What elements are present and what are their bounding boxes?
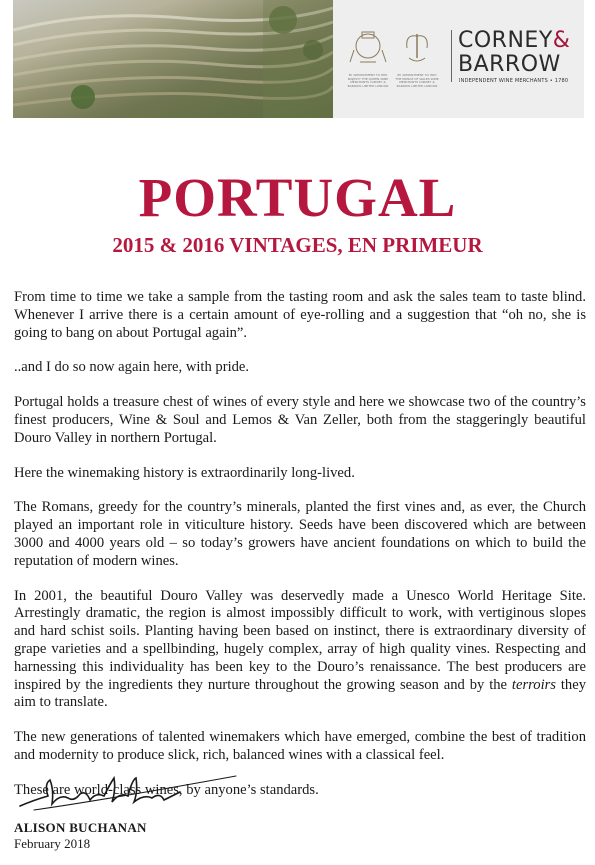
page-subtitle: 2015 & 2016 VINTAGES, EN PRIMEUR xyxy=(112,233,483,257)
paragraph-4: Here the winemaking history is extraordinarily long-lived. xyxy=(14,464,355,481)
letter-body xyxy=(14,289,586,817)
paragraph-5: The Romans, greedy for the country’s minerals, planted the first vines and, as ever, the Church played an important role in viticulture history. Seeds have been discovered which are between 3000 and 4000 years old – so today’s growers have ancient foundations on which to build the reputation of modern wines. xyxy=(14,499,586,569)
terroirs-emphasis: terroirs xyxy=(511,676,556,693)
page-title: PORTUGAL xyxy=(138,167,457,228)
paragraph-1: From time to time we take a sample from the tasting room and ask the sales team to taste blind. Whenever I arrive there is a certain amount of eye-rolling and a suggestion that “oh no, she is going to bang on about Portugal again”. xyxy=(14,289,586,341)
header-banner xyxy=(13,0,584,118)
warrant-text-1: BY APPOINTMENT TO HER MAJESTY THE QUEEN WINE MERCHANTS CORNEY & BARROW LIMITED LONDON xyxy=(347,73,389,88)
paragraph-6: In 2001, the beautiful Douro Valley was deservedly made a Unesco World Heritage Site. Arrestingly dramatic, the region is almost impossibly difficult to work, with vertiginous slopes and hard schist soils. Planting having been based on instinct, there is extraordinary diversity of grape varieties and a spellbinding, hugely complex, array of high quality vines. Respecting and harnessing this individuality has been key to the Douro’s renaissance. The best producers are inspired by the ingredients they nurture throughout the growing season and by the terroirs they aim to translate. xyxy=(14,587,586,711)
warrant-text-2: BY APPOINTMENT TO HRH THE PRINCE OF WALES WINE MERCHANTS CORNEY & BARROW LIMITED LONDON xyxy=(395,73,439,88)
logo-tagline: INDEPENDENT WINE MERCHANTS • 1780 xyxy=(459,78,569,84)
royal-warrant-crest-2 xyxy=(395,28,439,88)
royal-warrant-crest-1 xyxy=(346,28,390,88)
logo-divider xyxy=(451,30,452,82)
handwritten-signature xyxy=(14,770,244,820)
paragraph-7: The new generations of talented winemakers which have emerged, combine the best of tradition and modernity to produce slick, rich, balanced wines with a classical feel. xyxy=(14,729,586,763)
logo-corney: CORNEY& xyxy=(458,28,571,53)
logo-barrow: BARROW xyxy=(458,52,561,77)
signer-name: ALISON BUCHANAN xyxy=(14,820,147,835)
logo-ampersand: & xyxy=(552,28,571,53)
paragraph-2: ..and I do so now again here, with pride. xyxy=(14,359,250,376)
douro-valley-photo xyxy=(13,0,333,118)
paragraph-8: These are world-class wines, by anyone’s standards. xyxy=(14,781,319,798)
paragraph-3: Portugal holds a treasure chest of wines of every style and here we showcase two of the country’s finest producers, Wine & Soul and Lemos & Van Zeller, both from the staggeringly beautiful Douro Valley in northern Portugal. xyxy=(14,394,586,446)
signoff-date: February 2018 xyxy=(14,836,91,851)
